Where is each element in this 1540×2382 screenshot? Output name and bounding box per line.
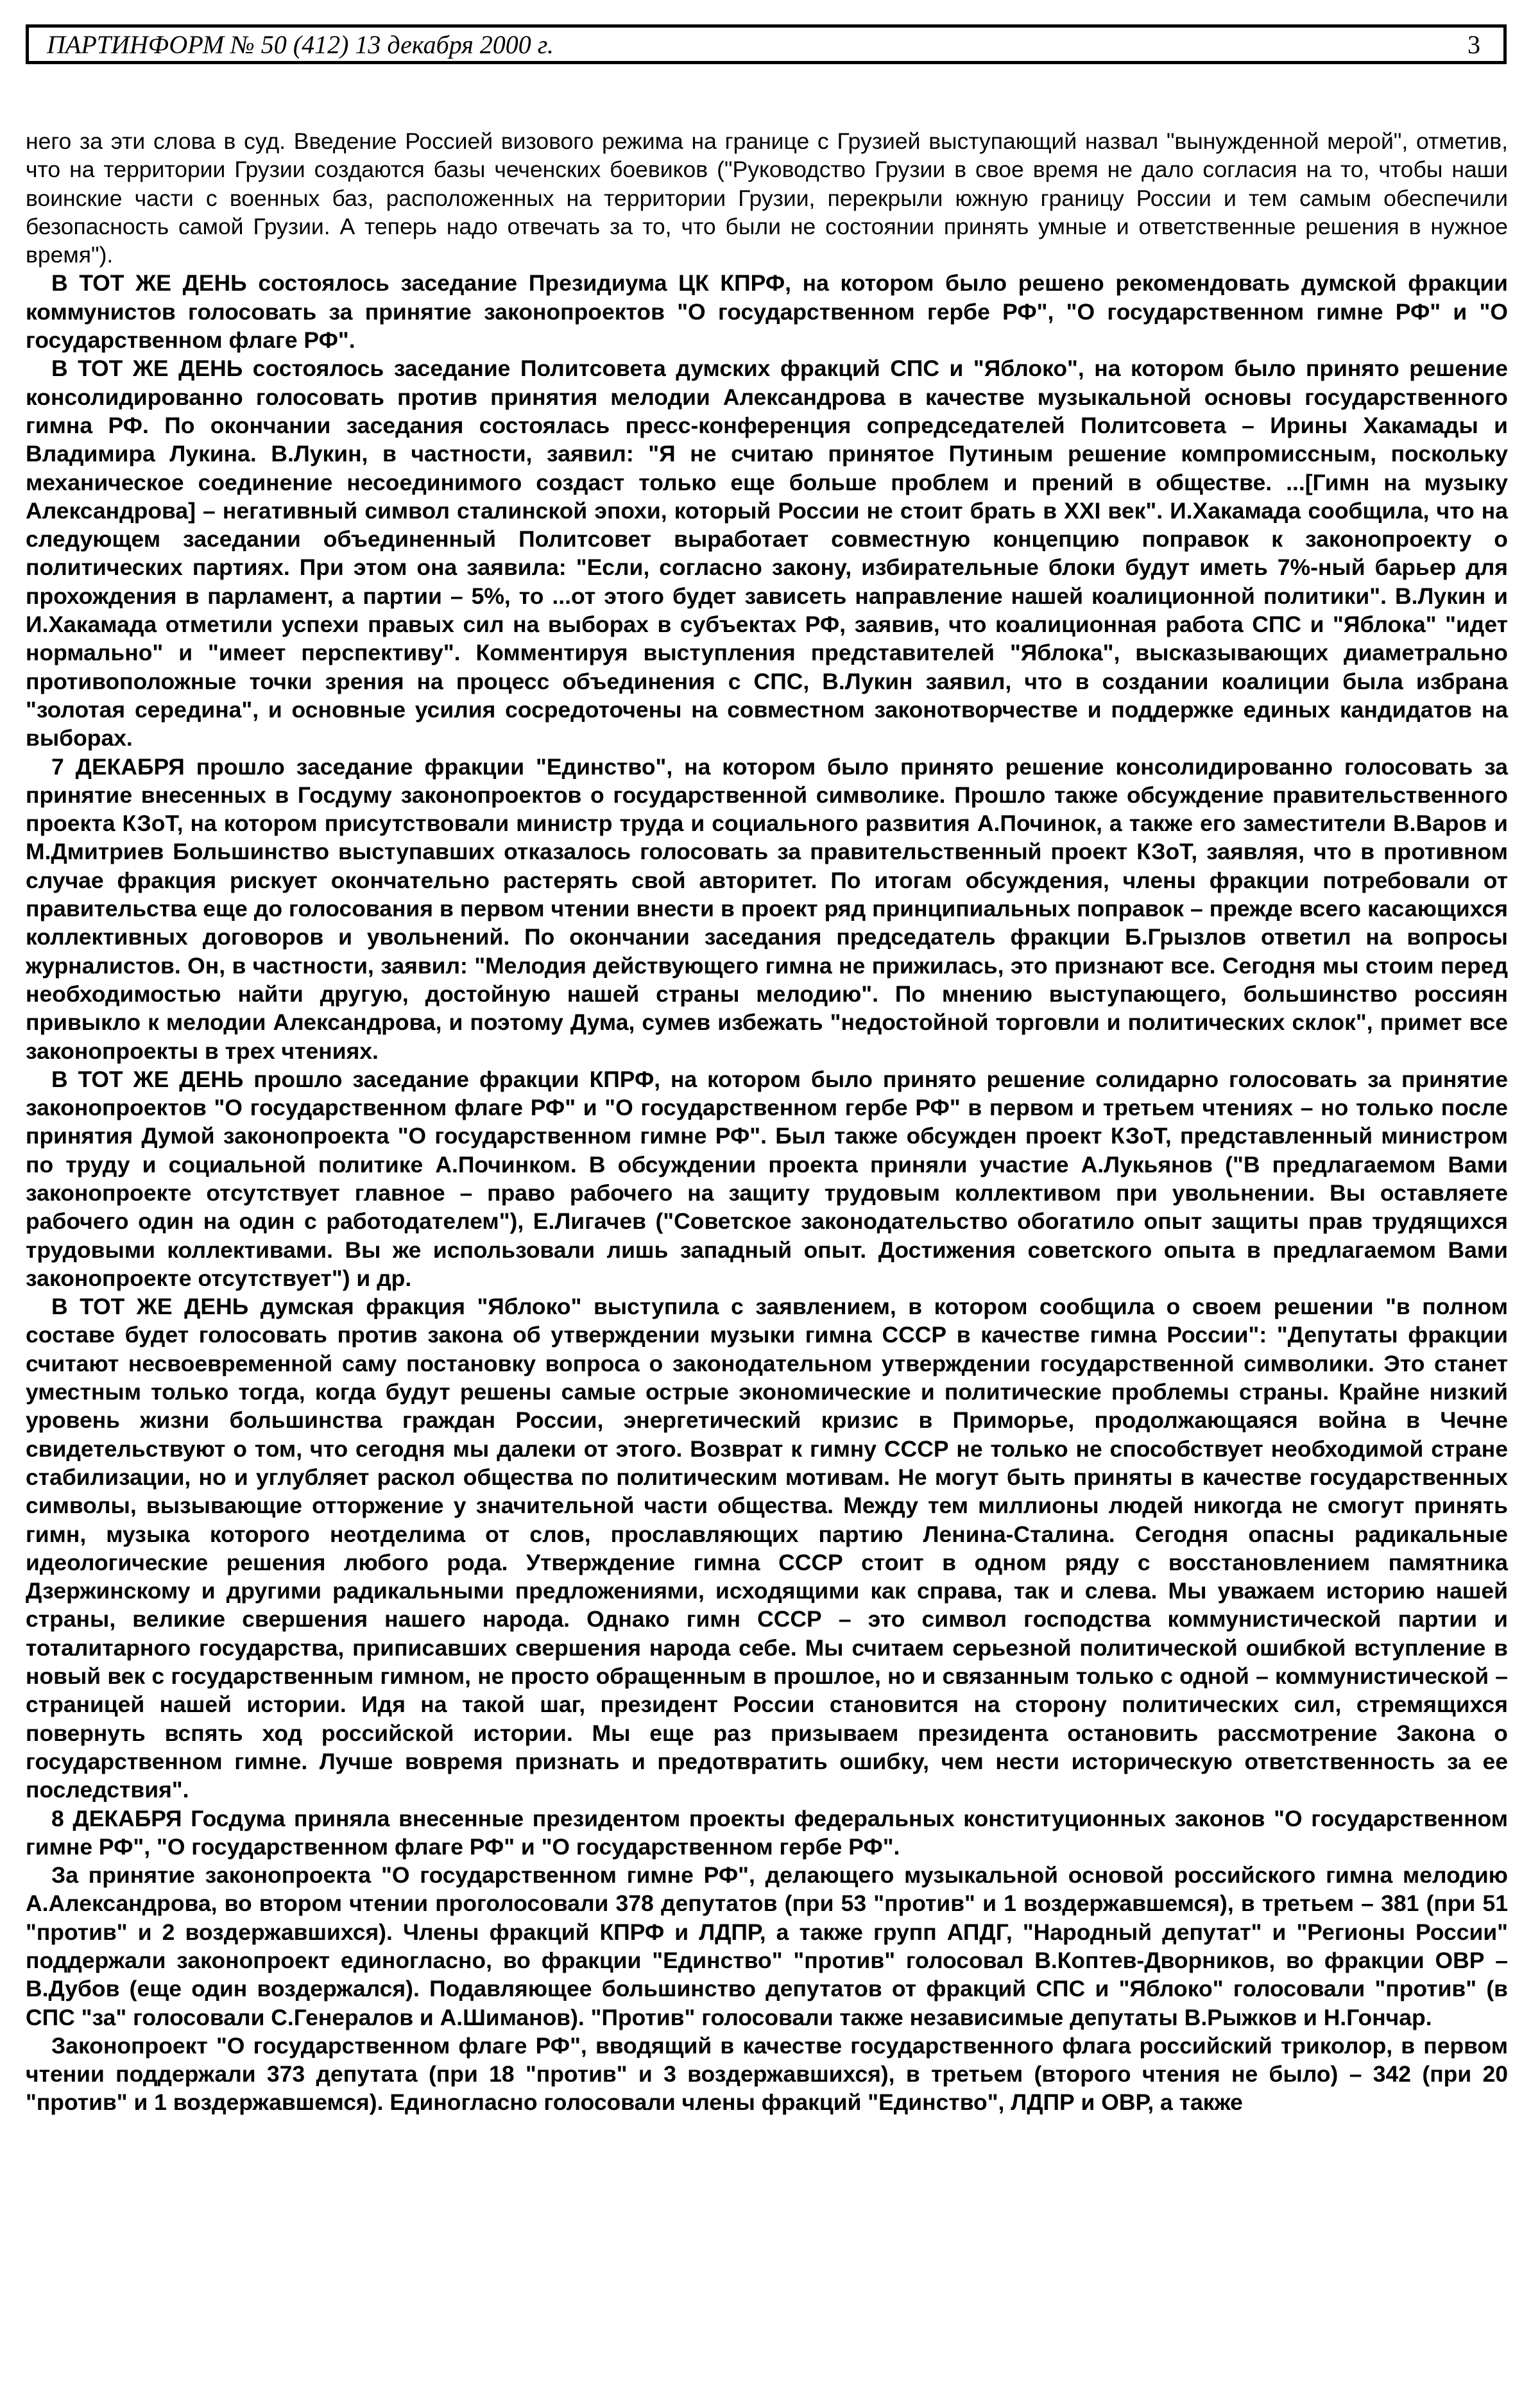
paragraph-intro: него за эти слова в суд. Введение Россией визового режима на границе с Грузией выступающий назвал "вынужденной мерой", отметив, что на территории Грузии создаются базы чеченских боевиков ("Руководство Грузии в свое время не дало согласия на то, чтобы наши воинские части с военных баз, расположенных на территории Грузии, перекрыли южную границу России и тем самым обеспечили безопасность самой Грузии. А теперь надо отвечать за то, что были не состоянии принять умные и ответственные решения в нужное время"). — [26, 128, 1508, 268]
article-body — [26, 127, 1508, 2117]
page-header — [26, 24, 1507, 64]
paragraph-anthem-vote: За принятие законопроекта "О государственном гимне РФ", делающего музыкальной основой российского гимна мелодию А.Александрова, во втором чтении проголосовали 378 депутатов (при 53 "против" и 1 воздержавшемся), в третьем – 381 (при 51 "против" и 2 воздержавшихся). Члены фракций КПРФ и ЛДПР, а также групп АПДГ, "Народный депутат" и "Регионы России" поддержали законопроект единогласно, во фракции "Единство" "против" голосовал В.Коптев-Дворников, во фракции ОВР – В.Дубов (еще один воздержался). Подавляющее большинство депутатов от фракций СПС и "Яблоко" голосовали "против" (в СПС "за" голосовали С.Генералов и А.Шиманов). "Против" голосовали также независимые депутаты В.Рыжков и Н.Гончар. — [26, 1862, 1508, 2030]
paragraph-yabloko-statement: В ТОТ ЖЕ ДЕНЬ думская фракция "Яблоко" выступила с заявлением, в котором сообщила о своем решении "в полном составе будет голосовать против закона об утверждении музыки гимна СССР в качестве гимна России": "Депутаты фракции считают несвоевременной саму постановку вопроса о законодательном утверждении государственной символики. Это станет уместным только тогда, когда будут решены самые острые экономические и политические проблемы страны. Крайне низкий уровень жизни большинства граждан России, энергетический кризис в Приморье, продолжающаяся война в Чечне свидетельствуют о том, что сегодня мы далеки от этого. Возврат к гимну СССР не только не способствует необходимой стране стабилизации, но и углубляет раскол общества по политическим мотивам. Не могут быть приняты в качестве государственных символы, вызывающие отторжение у значительной части общества. Между тем миллионы людей никогда не смогут принять гимн, музыка которого неотделима от слов, прославляющих партию Ленина-Сталина. Сегодня опасны радикальные идеологические решения любого рода. Утверждение гимна СССР стоит в одном ряду с восстановлением памятника Дзержинскому и другими радикальными предложениями, исходящими как справа, так и слева. Мы уважаем историю нашей страны, великие свершения нашего народа. Однако гимн СССР – это символ господства коммунистической партии и тоталитарного государства, приписавших свершения народа себе. Мы считаем серьезной политической ошибкой вступление в новый век с государственным гимном, не просто обращенным в прошлое, но и связанным только с одной – коммунистической – страницей нашей истории. Идя на такой шаг, президент России становится на сторону политических сил, стремящихся повернуть вспять ход российской истории. Мы еще раз призываем президента остановить рассмотрение Закона о государственном гимне. Лучше вовремя признать и предотвратить ошибку, чем нести историческую ответственность за ее последствия". — [26, 1294, 1508, 1803]
paragraph-edinstvo: 7 ДЕКАБРЯ прошло заседание фракции "Единство", на котором было принято решение консолидированно голосовать за принятие внесенных в Госдуму законопроектов о государственной символике. Прошло также обсуждение правительственного проекта КЗоТ, на котором присутствовали министр труда и социального развития А.Починок, а также его заместители В.Варов и М.Дмитриев Большинство выступавших отказалось голосовать за правительственный проект КЗоТ, заявляя, что в противном случае фракция рискует окончательно растерять свой авторитет. По итогам обсуждения, члены фракции потребовали от правительства еще до голосования в первом чтении внести в проект ряд принципиальных поправок – прежде всего касающихся коллективных договоров и увольнений. По окончании заседания председатель фракции Б.Грызлов ответил на вопросы журналистов. Он, в частности, заявил: "Мелодия действующего гимна не прижилась, это признают все. Сегодня мы стоим перед необходимостью найти другую, достойную нашей страны мелодию". По мнению выступающего, большинство россиян привыкло к мелодии Александрова, и поэтому Дума, сумев избежать "недостойной торговли и политических склок", примет все законопроекты в трех чтениях. — [26, 753, 1508, 1064]
paragraph-sps-yabloko: В ТОТ ЖЕ ДЕНЬ состоялось заседание Политсовета думских фракций СПС и "Яблоко", на котором было принято решение консолидированно голосовать против принятия мелодии Александрова в качестве музыкальной основы государственного гимна РФ. По окончании заседания состоялась пресс-конференция сопредседателей Политсовета – Ирины Хакамады и Владимира Лукина. В.Лукин, в частности, заявил: "Я не считаю принятое Путиным решение компромиссным, поскольку механическое соединение несоединимого создаст только еще больше проблем и прений в обществе. ...[Гимн на музыку Александрова] – негативный символ сталинской эпохи, который России не стоит брать в XXI век". И.Хакамада сообщила, что на следующем заседании объединенный Политсовет выработает совместную концепцию поправок к законопроекту о политических партиях. При этом она заявила: "Если, согласно закону, избирательные блоки будут иметь 7%-ный барьер для прохождения в парламент, а партии – 5%, то ...от этого будет зависеть направление нашей коалиционной политики". В.Лукин и И.Хакамада отметили успехи правых сил на выборах в субъектах РФ, заявив, что коалиционная работа СПС и "Яблока" "идет нормально" и "имеет перспективу". Комментируя выступления представителей "Яблока", высказывающих диаметрально противоположные точки зрения на процесс объединения с СПС, В.Лукин заявил, что в создании коалиции была избрана "золотая середина", и основные усилия сосредоточены на совместном законотворчестве и поддержке единых кандидатов на выборах. — [26, 356, 1508, 751]
page-number: 3 — [1467, 30, 1480, 59]
paragraph-kprf-faction: В ТОТ ЖЕ ДЕНЬ прошло заседание фракции КПРФ, на котором было принято решение солидарно голосовать за принятие законопроектов "О государственном флаге РФ" и "О государственном гербе РФ" в первом и третьем чтениях – но только после принятия Думой законопроекта "О государственном гимне РФ". Был также обсужден проект КЗоТ, представленный министром по труду и социальной политике А.Починком. В обсуждении проекта приняли участие А.Лукьянов ("В предлагаемом Вами законопроекте отсутствует главное – право рабочего на защиту трудовым коллективом при увольнении. Вы оставляете рабочего один на один с работодателем"), Е.Лигачев ("Советское законодательство обогатило опыт защиты прав трудящихся трудовыми коллективами. Вы же использовали лишь западный опыт. Достижения советского опыта в предлагаемом Вами законопроекте отсутствует") и др. — [26, 1066, 1508, 1291]
header-title: ПАРТИНФОРМ № 50 (412) 13 декабря 2000 г. — [47, 30, 554, 59]
paragraph-kprf-presidium: В ТОТ ЖЕ ДЕНЬ состоялось заседание Президиума ЦК КПРФ, на котором было решено рекомендовать думской фракции коммунистов голосовать за принятие законопроектов "О государственном гербе РФ", "О государственном гимне РФ" и "О государственном флаге РФ". — [26, 270, 1508, 354]
paragraph-duma-vote: 8 ДЕКАБРЯ Госдума приняла внесенные президентом проекты федеральных конституционных законов "О государственном гимне РФ", "О государственном флаге РФ" и "О государственном гербе РФ". — [26, 1805, 1508, 1860]
paragraph-flag-vote: Законопроект "О государственном флаге РФ", вводящий в качестве государственного флага российский триколор, в первом чтении поддержали 373 депутата (при 18 "против" и 3 воздержавшихся), в третьем (второго чтения не было) – 342 (при 20 "против" и 1 воздержавшемся). Единогласно голосовали члены фракций "Единство", ЛДПР и ОВР, а также — [26, 2032, 1508, 2116]
